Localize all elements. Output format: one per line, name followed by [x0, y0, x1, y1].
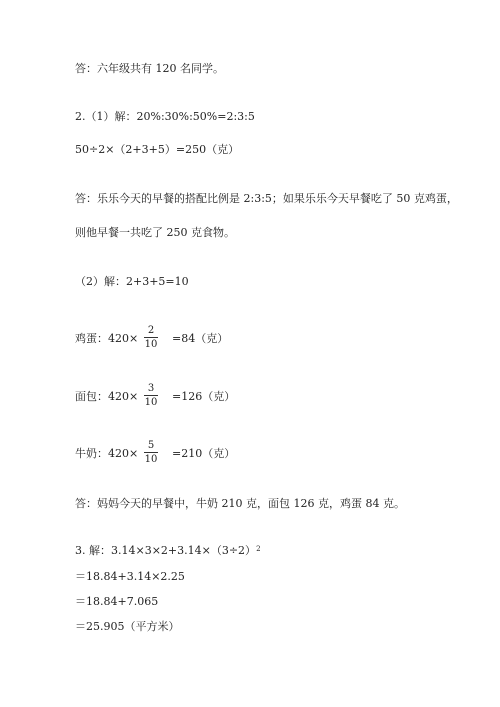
- fraction-bar: [144, 337, 158, 338]
- calculation-total-food: 50÷2×（2+3+5）=250（克）: [75, 143, 240, 156]
- answer-line-3: 答：妈妈今天的早餐中，牛奶 210 克，面包 126 克，鸡蛋 84 克。: [75, 497, 405, 510]
- milk-fraction-denominator: 10: [144, 454, 158, 465]
- egg-fraction-denominator: 10: [144, 339, 158, 350]
- exponent: 2: [256, 545, 261, 553]
- egg-calculation-result: =84（克）: [172, 332, 229, 345]
- problem-3-heading: [75, 544, 261, 558]
- problem-3-step-2: ＝18.84+7.065: [75, 595, 159, 608]
- bread-fraction-numerator: 3: [147, 383, 155, 394]
- answer-line-2a: 答：乐乐今天的早餐的搭配比例是 2:3:5；如果乐乐今天早餐吃了 50 克鸡蛋，: [75, 192, 458, 205]
- answer-line-1: 答：六年级共有 120 名同学。: [75, 62, 224, 75]
- bread-calculation-prefix: 面包：420×: [75, 390, 139, 403]
- egg-calculation-prefix: 鸡蛋：420×: [75, 332, 139, 345]
- milk-fraction-numerator: 5: [147, 440, 155, 451]
- bread-fraction-denominator: 10: [144, 397, 158, 408]
- egg-fraction: [144, 325, 158, 350]
- egg-fraction-numerator: 2: [147, 325, 155, 336]
- milk-fraction: [144, 440, 158, 465]
- bread-fraction: [144, 383, 158, 408]
- problem-2-part-2-heading: （2）解：2+3+5=10: [75, 275, 189, 288]
- milk-calculation-prefix: 牛奶：420×: [75, 447, 139, 460]
- milk-calculation-result: =210（克）: [172, 447, 236, 460]
- problem-3-result: ＝25.905（平方米）: [75, 620, 180, 633]
- fraction-bar: [144, 395, 158, 396]
- fraction-bar: [144, 452, 158, 453]
- problem-3-step-1: ＝18.84+3.14×2.25: [75, 570, 185, 583]
- bread-calculation-result: =126（克）: [172, 390, 236, 403]
- answer-line-2b: 则他早餐一共吃了 250 克食物。: [75, 226, 235, 239]
- problem-3-expression: 3. 解：3.14×3×2+3.14×（3÷2）: [75, 544, 257, 557]
- problem-2-part-1-heading: 2.（1）解：20%:30%:50%=2:3:5: [75, 110, 255, 123]
